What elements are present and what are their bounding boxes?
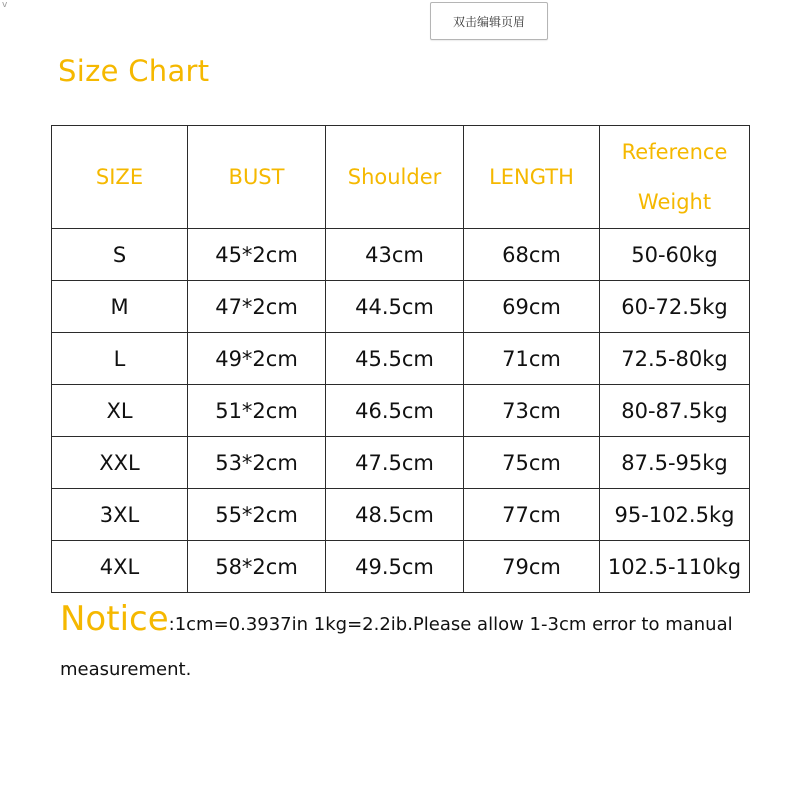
size-chart-table (51, 125, 750, 593)
notice-text: :1cm=0.3937in 1kg=2.2ib.Please allow 1-3cm error to manual measurement. (60, 614, 733, 680)
cell-bust: 47*2cm (188, 281, 326, 333)
cell-weight: 80-87.5kg (600, 385, 750, 437)
cell-length: 71cm (464, 333, 600, 385)
cell-size: XL (52, 385, 188, 437)
header-bust: BUST (188, 126, 326, 229)
cell-shoulder: 47.5cm (326, 437, 464, 489)
cell-weight: 95-102.5kg (600, 489, 750, 541)
cell-length: 75cm (464, 437, 600, 489)
cell-length: 68cm (464, 229, 600, 281)
cell-weight: 102.5-110kg (600, 541, 750, 593)
cell-weight: 60-72.5kg (600, 281, 750, 333)
table-header-row (52, 126, 750, 229)
header-length: LENGTH (464, 126, 600, 229)
cell-size: L (52, 333, 188, 385)
notice-label: Notice (60, 599, 169, 639)
cell-shoulder: 49.5cm (326, 541, 464, 593)
table-row (52, 281, 750, 333)
cell-shoulder: 45.5cm (326, 333, 464, 385)
cell-weight: 50-60kg (600, 229, 750, 281)
cell-weight: 72.5-80kg (600, 333, 750, 385)
cell-bust: 49*2cm (188, 333, 326, 385)
header-size: SIZE (52, 126, 188, 229)
cell-size: XXL (52, 437, 188, 489)
cell-bust: 58*2cm (188, 541, 326, 593)
table-row (52, 385, 750, 437)
cell-bust: 51*2cm (188, 385, 326, 437)
table-row (52, 333, 750, 385)
cell-size: 4XL (52, 541, 188, 593)
cell-size: M (52, 281, 188, 333)
cell-bust: 53*2cm (188, 437, 326, 489)
table-row (52, 541, 750, 593)
cell-size: S (52, 229, 188, 281)
header-shoulder: Shoulder (326, 126, 464, 229)
cell-weight: 87.5-95kg (600, 437, 750, 489)
cell-bust: 55*2cm (188, 489, 326, 541)
cell-size: 3XL (52, 489, 188, 541)
table-row (52, 437, 750, 489)
notice-paragraph (60, 597, 760, 692)
header-reference-weight: Reference Weight (600, 126, 750, 229)
page-title: Size Chart (58, 54, 210, 88)
table-row (52, 229, 750, 281)
cell-length: 77cm (464, 489, 600, 541)
cell-shoulder: 46.5cm (326, 385, 464, 437)
cell-shoulder: 48.5cm (326, 489, 464, 541)
cell-shoulder: 44.5cm (326, 281, 464, 333)
cell-length: 69cm (464, 281, 600, 333)
edit-header-button[interactable]: 双击编辑页眉 (430, 2, 548, 40)
cell-length: 79cm (464, 541, 600, 593)
cell-bust: 45*2cm (188, 229, 326, 281)
cell-length: 73cm (464, 385, 600, 437)
cell-shoulder: 43cm (326, 229, 464, 281)
corner-mark: v (2, 0, 8, 10)
table-row (52, 489, 750, 541)
